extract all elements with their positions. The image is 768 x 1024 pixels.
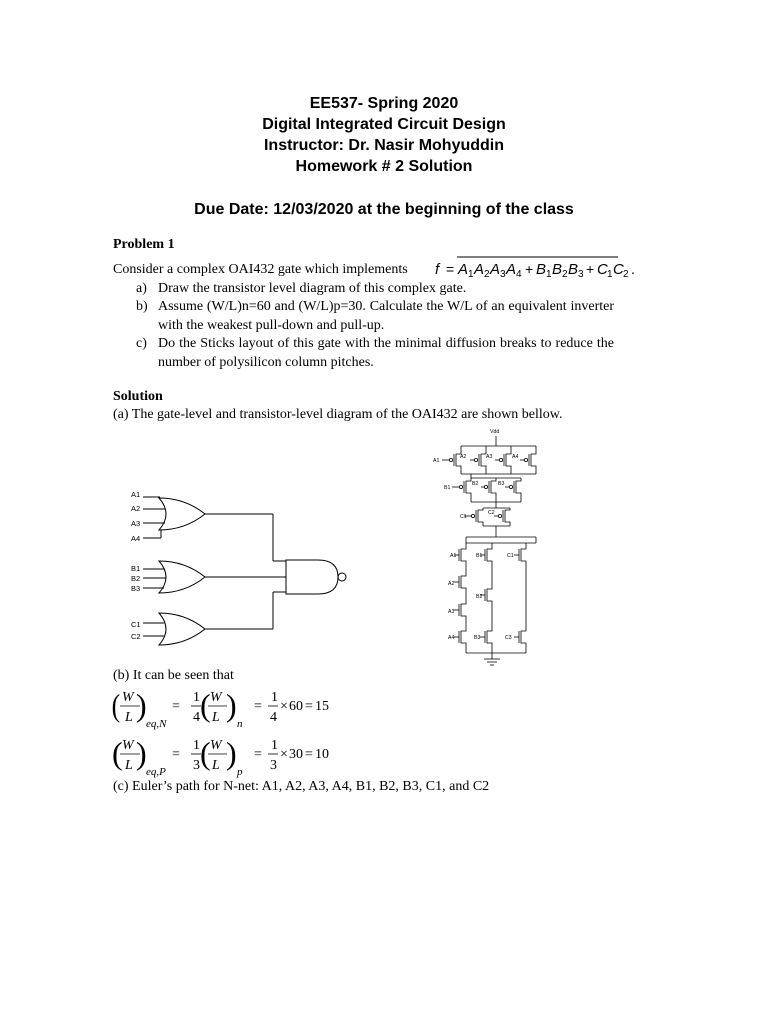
svg-text:4: 4 <box>270 710 277 725</box>
svg-text:C2: C2 <box>488 510 495 516</box>
term-a <box>457 261 522 280</box>
equation-n <box>110 684 330 732</box>
svg-text:3: 3 <box>270 758 277 773</box>
svg-text:A: A <box>474 261 485 278</box>
svg-text:=: = <box>254 699 262 714</box>
gate-input-label: B3 <box>131 584 141 593</box>
svg-text:): ) <box>226 687 237 723</box>
svg-text:(: ( <box>200 735 211 771</box>
svg-text:(: ( <box>200 687 211 723</box>
svg-text:C: C <box>597 261 608 278</box>
document-title: Digital Integrated Circuit Design <box>262 116 506 133</box>
gate-input-label: C2 <box>131 632 141 641</box>
problem-heading: Problem 1 <box>113 237 175 252</box>
svg-text:A4: A4 <box>448 635 455 641</box>
gate-input-label: A4 <box>131 534 141 543</box>
pmos-row-c <box>464 502 510 537</box>
svg-text:60: 60 <box>289 699 303 714</box>
gate-input-label: A1 <box>131 490 141 499</box>
svg-text:(: ( <box>111 688 121 724</box>
svg-text:W: W <box>122 738 134 753</box>
svg-text:4: 4 <box>516 269 522 280</box>
solution-heading: Solution <box>113 389 163 404</box>
svg-text:B1: B1 <box>444 485 451 491</box>
svg-text:A4: A4 <box>512 454 519 460</box>
svg-text:3: 3 <box>578 269 584 280</box>
svg-text:C3: C3 <box>505 635 512 641</box>
svg-text:1: 1 <box>271 738 278 753</box>
problem-intro: Consider a complex OAI432 gate which implements <box>113 262 408 277</box>
gate-input-label: A3 <box>131 519 141 528</box>
svg-text:A: A <box>490 261 501 278</box>
svg-text:B: B <box>552 261 563 278</box>
svg-text:=: = <box>305 747 313 762</box>
svg-text:1: 1 <box>607 269 613 280</box>
svg-text:): ) <box>136 735 147 771</box>
svg-text:A1: A1 <box>433 458 440 464</box>
due-date: Due Date: 12/03/2020 at the beginning of the class <box>194 201 574 218</box>
equals-sign: = <box>446 261 455 277</box>
svg-text:=: = <box>172 699 180 714</box>
svg-text:B2: B2 <box>472 481 479 487</box>
svg-text:1: 1 <box>193 738 200 753</box>
svg-text:L: L <box>125 710 133 725</box>
svg-text:L: L <box>212 710 220 725</box>
svg-text:C: C <box>613 261 624 278</box>
gate-input-label: A2 <box>131 504 141 513</box>
svg-text:30: 30 <box>289 747 303 762</box>
solution-part-b: (b) It can be seen that <box>113 668 234 683</box>
svg-text:1: 1 <box>271 690 278 705</box>
svg-text:1: 1 <box>546 269 552 280</box>
svg-text:3: 3 <box>500 269 506 280</box>
gate-level-diagram <box>125 482 355 647</box>
svg-text:C1: C1 <box>460 514 467 520</box>
course-title: EE537- Spring 2020 <box>309 95 459 112</box>
svg-text:A3: A3 <box>448 609 455 615</box>
equation-p <box>110 732 330 780</box>
transistor-level-diagram <box>428 423 563 673</box>
svg-text:A2: A2 <box>460 454 467 460</box>
pmos-row-b <box>452 474 521 502</box>
svg-text:L: L <box>212 758 220 773</box>
solution-part-c: (c) Euler’s path for N-net: A1, A2, A3, A4, B1, B2, B3, C1, and C2 <box>113 779 490 794</box>
svg-text:10: 10 <box>315 747 329 762</box>
svg-text:(: ( <box>112 735 123 771</box>
svg-text:p: p <box>237 766 243 778</box>
svg-text:2: 2 <box>623 269 629 280</box>
svg-text:W: W <box>210 690 222 705</box>
svg-text:A: A <box>506 261 517 278</box>
svg-text:2: 2 <box>562 269 568 280</box>
svg-text:B: B <box>568 261 579 278</box>
gate-input-label: B1 <box>131 564 141 573</box>
svg-text:eq,N: eq,N <box>146 718 167 730</box>
svg-text:B1: B1 <box>476 553 483 559</box>
homework-line: Homework # 2 Solution <box>295 158 473 175</box>
svg-text:eq,P: eq,P <box>146 766 166 778</box>
pmos-row-a <box>442 446 536 474</box>
f-symbol: f <box>435 261 440 278</box>
nmos-column-a <box>454 543 466 653</box>
svg-text:4: 4 <box>193 710 200 725</box>
svg-text:=: = <box>254 747 262 762</box>
svg-text:B2: B2 <box>476 594 483 600</box>
svg-text:W: W <box>210 738 222 753</box>
svg-text:n: n <box>237 718 243 730</box>
svg-text:A2: A2 <box>448 581 455 587</box>
svg-text:): ) <box>136 687 147 723</box>
plus-sign-1: + <box>525 261 534 277</box>
gate-input-label: C1 <box>131 620 141 629</box>
svg-text:A: A <box>458 261 469 278</box>
svg-text:A3: A3 <box>486 454 493 460</box>
svg-text:×: × <box>280 747 288 762</box>
svg-text:3: 3 <box>193 758 200 773</box>
term-b <box>536 261 584 280</box>
nand-bubble <box>338 573 346 581</box>
svg-text:W: W <box>122 690 134 705</box>
term-c <box>597 261 629 280</box>
svg-text:C1: C1 <box>507 553 514 559</box>
gate-input-label: B2 <box>131 574 141 583</box>
or-gate-c <box>159 613 205 645</box>
period: . <box>631 261 635 277</box>
nand-gate <box>286 560 338 594</box>
svg-text:=: = <box>305 699 313 714</box>
svg-text:): ) <box>226 735 237 771</box>
svg-text:2: 2 <box>484 269 490 280</box>
svg-text:1: 1 <box>468 269 474 280</box>
instructor-line: Instructor: Dr. Nasir Mohyuddin <box>263 137 504 154</box>
nmos-column-c <box>514 543 526 653</box>
svg-text:×: × <box>280 699 288 714</box>
svg-text:=: = <box>172 747 180 762</box>
svg-text:B3: B3 <box>498 481 505 487</box>
svg-text:15: 15 <box>315 699 329 714</box>
svg-text:B: B <box>536 261 547 278</box>
plus-sign-2: + <box>586 261 595 277</box>
or-gate-b <box>159 561 205 593</box>
svg-text:1: 1 <box>193 690 200 705</box>
solution-part-a: (a) The gate-level and transistor-level diagram of the OAI432 are shown bellow. <box>113 407 563 422</box>
svg-text:L: L <box>125 758 133 773</box>
svg-text:B3: B3 <box>474 635 481 641</box>
svg-text:A1: A1 <box>450 553 457 559</box>
boolean-function <box>432 250 652 282</box>
vdd-label: Vdd <box>490 429 500 435</box>
or-gate-a <box>159 498 205 530</box>
